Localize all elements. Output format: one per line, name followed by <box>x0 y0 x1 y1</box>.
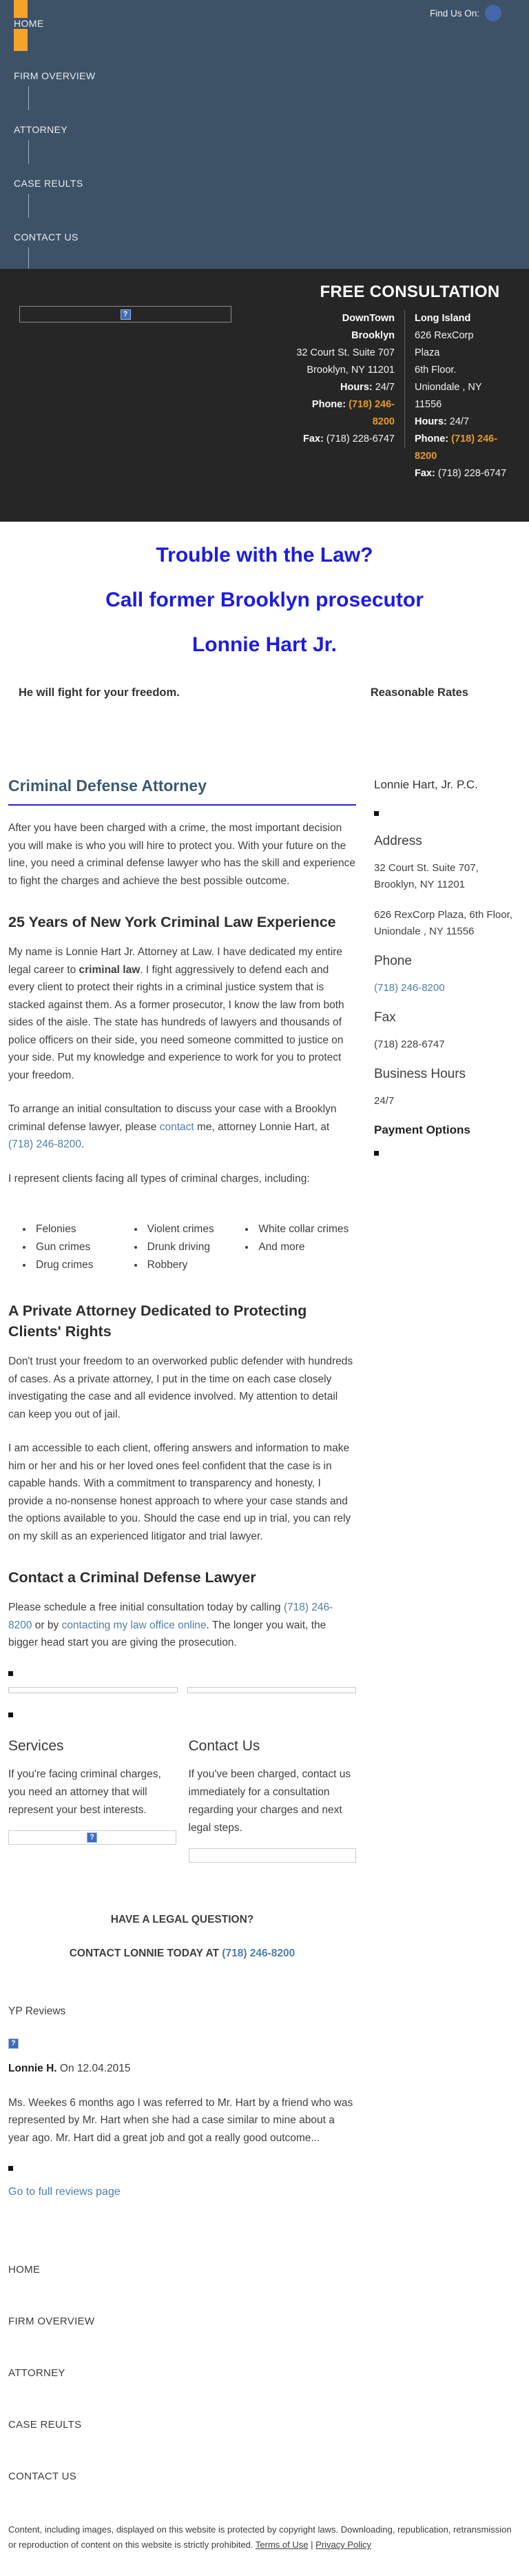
services-paragraph: If you're facing criminal charges, you need an attorney that will represent your best interests. <box>8 1768 161 1816</box>
criminal-law-bold: criminal law <box>79 963 141 976</box>
review-date: On 12.04.2015 <box>59 2063 131 2074</box>
cta-section <box>8 1911 356 1963</box>
experience-heading: 25 Years of New York Criminal Law Experience <box>8 914 336 930</box>
nav-link-firm-overview[interactable]: FIRM OVERVIEW <box>14 70 96 81</box>
charge-item: • Felonies <box>33 1220 134 1238</box>
fax-number: (718) 228-6747 <box>374 1039 445 1050</box>
charges-column-1 <box>22 1220 134 1274</box>
address-line-1: 32 Court St. Suite 707, Brooklyn, NY 11201 <box>374 862 479 890</box>
office-address-line: 626 RexCorp <box>415 330 474 341</box>
active-item-marker <box>14 0 28 18</box>
address-line-2: 626 RexCorp Plaza, 6th Floor, Uniondale , NY 11556 <box>374 909 512 937</box>
office-name: DownTown Brooklyn <box>342 313 395 341</box>
broken-logo-image <box>19 306 231 323</box>
cta-call-line: CONTACT LONNIE TODAY AT (718) 246-8200 <box>69 1948 295 1959</box>
represent-paragraph: I represent clients facing all types of criminal charges, including: <box>8 1172 310 1185</box>
nav-item-case-results[interactable] <box>0 178 529 218</box>
business-hours-value: 24/7 <box>374 1095 395 1107</box>
phone-link[interactable]: (718) 246-8200 <box>8 1138 81 1150</box>
free-consultation-title: FREE CONSULTATION <box>320 283 500 301</box>
broken-image-icon: ? <box>121 309 131 320</box>
active-item-marker <box>14 29 28 51</box>
hero-tagline-right: Reasonable Rates <box>370 686 468 699</box>
hero-banner <box>0 522 529 699</box>
hero-headline-line3: Lonnie Hart Jr. <box>191 633 338 656</box>
hero-headline-line2: Call former Brooklyn prosecutor <box>105 589 424 611</box>
hero-tagline-left: He will fight for your freedom. <box>19 686 180 699</box>
broken-image-marker <box>8 1671 13 1676</box>
private-attorney-paragraph-2: I am accessible to each client, offering answers and information to make him or her and his or her loved ones feel confident that the case is in capable hands. With a commitment to transparency and honesty, I provide a no-nonsense honest approach to where your case stands and the options available to you. Should the case end up in trial, you can rely on my skill as an experienced litigator and trial lawyer. <box>8 1442 351 1542</box>
nav-item-contact-us[interactable] <box>0 232 529 269</box>
contact-lawyer-paragraph: Please schedule a free initial consultation today by calling (718) 246-8200 or by contacting my law office online. The longer you wait, the bigger head start you are giving the prosecution. <box>8 1602 333 1648</box>
cta-question: HAVE A LEGAL QUESTION? <box>110 1913 254 1925</box>
office-phone: Phone: (718) 246-8200 <box>415 433 498 462</box>
contact-us-heading: Contact Us <box>188 1737 260 1754</box>
nav-separator <box>28 247 29 269</box>
charge-item: • Robbery <box>145 1256 245 1274</box>
office-address-line: Plaza <box>415 347 440 358</box>
full-reviews-link[interactable]: Go to full reviews page <box>8 2186 121 2198</box>
office-long-island <box>405 310 515 482</box>
services-contact-section <box>8 1738 356 1863</box>
charge-item: • Drunk driving <box>145 1238 245 1256</box>
broken-banner-images <box>8 1687 356 1693</box>
charge-item: • And more <box>256 1238 356 1256</box>
office-address-line: Uniondale , NY <box>415 382 482 393</box>
broken-image-icon: ? <box>8 2038 19 2049</box>
hero-headline-line1: Trouble with the Law? <box>156 544 373 566</box>
find-us-on <box>430 5 501 21</box>
footer-link-attorney[interactable]: ATTORNEY <box>8 2367 65 2379</box>
main-content <box>0 777 529 2198</box>
office-address-line: 6th Floor. <box>415 365 457 376</box>
contact-link[interactable]: contact <box>159 1121 194 1133</box>
contact-sidebar <box>374 777 521 2198</box>
reviews-section <box>8 2003 356 2199</box>
office-address-line: 11556 <box>415 399 442 410</box>
fax-heading: Fax <box>374 1010 396 1025</box>
footer-link-contact-us[interactable]: CONTACT US <box>8 2471 77 2482</box>
experience-paragraph: My name is Lonnie Hart Jr. Attorney at Law. I have dedicated my entire legal career to criminal law. I fight aggressively to defend each and every client to protect their rights in a criminal justice system that is stacked against them. As a former prosecutor, I know the law from both sides of the aisle. The state has hundreds of lawyers and thousands of police officers on their side, you need someone committed to justice on your side. Put my knowledge and experience to work for you to protect your freedom. <box>8 946 344 1081</box>
nav-link-contact-us[interactable]: CONTACT US <box>14 232 79 243</box>
broken-services-image <box>8 1830 176 1845</box>
arrange-paragraph: To arrange an initial consultation to discuss your case with a Brooklyn criminal defense lawyer, please contact me, attorney Lonnie Hart, at (718) 246-8200. <box>8 1103 337 1150</box>
office-fax: Fax: (718) 228-6747 <box>302 433 395 444</box>
payment-options-heading: Payment Options <box>374 1123 470 1136</box>
charge-item: • Violent crimes <box>145 1220 245 1238</box>
services-column <box>8 1738 176 1863</box>
broken-image-icon: ? <box>87 1832 97 1843</box>
nav-link-home[interactable]: HOME <box>14 18 44 29</box>
copyright-notice: Content, including images, displayed on this website is protected by copyright laws. Downloading, republication, retransmission or reproduction of content on this website is strictly prohibited. Terms of Use | Privacy Policy <box>8 2524 512 2550</box>
broken-image-marker <box>374 811 379 816</box>
broken-image-marker <box>8 2166 13 2171</box>
top-navigation <box>0 0 529 269</box>
office-hours: Hours: 24/7 <box>415 416 469 427</box>
footer-link-home[interactable]: HOME <box>8 2264 41 2276</box>
terms-of-use-link[interactable]: Terms of Use <box>255 2539 309 2550</box>
charges-column-3 <box>245 1220 356 1274</box>
nav-separator <box>28 140 29 164</box>
office-address-line: 32 Court St. Suite 707 <box>296 347 395 358</box>
broken-contact-image <box>189 1848 357 1863</box>
phone-link[interactable]: (718) 246-8200 <box>349 399 395 427</box>
charges-column-2 <box>134 1220 245 1274</box>
broken-image-placeholder <box>187 1687 357 1693</box>
nav-separator <box>28 86 29 110</box>
yp-reviews-label: YP Reviews <box>8 2005 66 2017</box>
footer-link-case-results[interactable]: CASE REULTS <box>8 2419 82 2431</box>
office-address-line: Brooklyn, NY 11201 <box>307 365 395 376</box>
charge-item: • Gun crimes <box>33 1238 134 1256</box>
contact-us-paragraph: If you've been charged, contact us immediately for a consultation regarding your charges and next legal steps. <box>188 1768 351 1834</box>
broken-payment-image <box>374 1151 379 1156</box>
office-brooklyn <box>296 310 405 448</box>
broken-image-marker <box>8 1713 13 1717</box>
phone-link[interactable]: (718) 246-8200 <box>415 433 498 462</box>
nav-item-firm-overview[interactable] <box>0 70 529 110</box>
address-heading: Address <box>374 834 422 848</box>
contact-us-column <box>189 1738 357 1863</box>
office-phone: Phone: (718) 246-8200 <box>311 399 395 427</box>
contact-online-link[interactable]: contacting my law office online <box>61 1619 207 1631</box>
office-name: Long Island <box>415 313 471 324</box>
page-title: Criminal Defense Attorney <box>8 777 356 806</box>
nav-link-case-results[interactable]: CASE REULTS <box>14 178 83 189</box>
broken-image-placeholder <box>8 1687 178 1693</box>
office-fax: Fax: (718) 228-6747 <box>415 468 507 479</box>
phone-link[interactable]: (718) 246-8200 <box>222 1948 295 1959</box>
nav-link-attorney[interactable]: ATTORNEY <box>14 124 68 135</box>
consultation-header <box>0 269 529 522</box>
phone-heading: Phone <box>374 954 412 968</box>
review-body: Ms. Weekes 6 months ago I was referred to Mr. Hart by a friend who was represented by Mr. Hart when she had a case similar to mine about a year ago. Mr. Hart did a great job and got a really good outcome... <box>8 2096 353 2144</box>
charges-list <box>8 1220 356 1274</box>
nav-item-attorney[interactable] <box>0 124 529 164</box>
nav-separator <box>28 194 29 218</box>
private-attorney-paragraph-1: Don't trust your freedom to an overworked public defender with hundreds of cases. As a private attorney, I put in the time on each case closely investigating the case and all evidence involved. My attention to detail can keep you out of jail. <box>8 1356 353 1420</box>
header-logo-area <box>19 280 296 323</box>
facebook-icon[interactable] <box>485 5 501 21</box>
firm-name: Lonnie Hart, Jr. P.C. <box>374 778 478 791</box>
sidebar-phone-link[interactable]: (718) 246-8200 <box>374 982 445 994</box>
charge-item: • White collar crimes <box>256 1220 356 1238</box>
office-hours: Hours: 24/7 <box>340 382 395 393</box>
reviewer-name: Lonnie H. <box>8 2063 57 2074</box>
footer-link-firm-overview[interactable]: FIRM OVERVIEW <box>8 2316 95 2327</box>
business-hours-heading: Business Hours <box>374 1067 466 1081</box>
contact-lawyer-heading: Contact a Criminal Defense Lawyer <box>8 1569 256 1586</box>
review-meta <box>8 2060 356 2078</box>
broken-avatar-image <box>8 2036 356 2049</box>
find-us-label: Find Us On: <box>429 8 479 19</box>
footer <box>0 2264 529 2576</box>
intro-paragraph: After you have been charged with a crime, the most important decision you will make is who you will hire to protect you. With your future on the line, you need a criminal defense lawyer who has the skill and experience to fight the charges and achieve the best possible outcome. <box>8 822 356 887</box>
private-attorney-heading: A Private Attorney Dedicated to Protecting Clients' Rights <box>8 1302 307 1340</box>
phone-link[interactable]: (718) 246-8200 <box>8 1602 333 1631</box>
services-heading: Services <box>8 1737 64 1754</box>
article-column <box>8 777 356 2198</box>
charge-item: • Drug crimes <box>33 1256 134 1274</box>
privacy-policy-link[interactable]: Privacy Policy <box>315 2539 371 2550</box>
header-offices <box>296 280 523 482</box>
